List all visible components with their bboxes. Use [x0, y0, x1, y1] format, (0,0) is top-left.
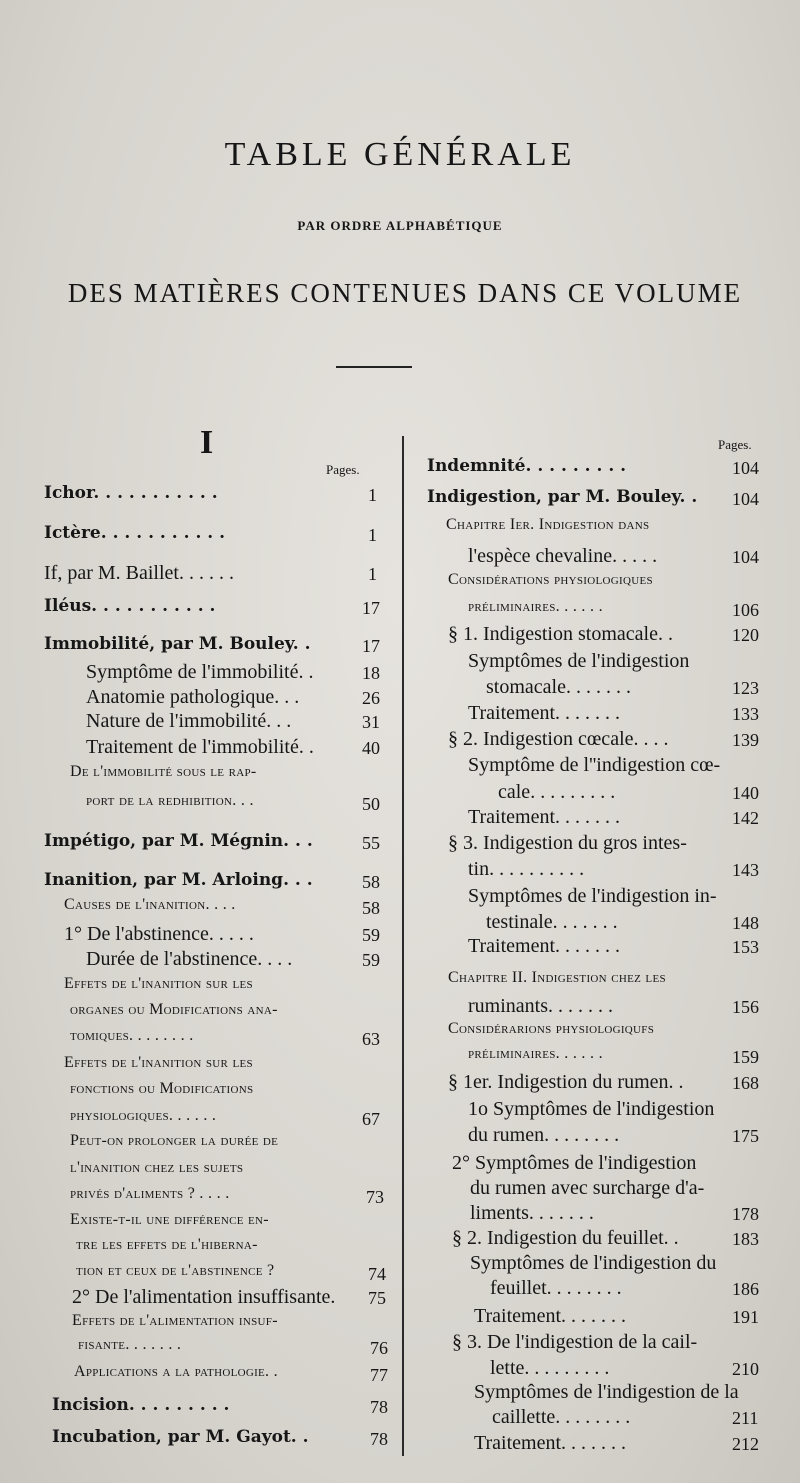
- index-entry: § 1er. Indigestion du rumen. .: [448, 1071, 684, 1093]
- index-entry: du rumen. . . . . . . .: [468, 1124, 620, 1146]
- page-number: 148: [732, 913, 759, 933]
- page-number: 78: [370, 1397, 388, 1417]
- page-number: 178: [732, 1204, 759, 1224]
- index-entry: liments. . . . . . .: [470, 1202, 594, 1224]
- column-divider: [402, 436, 404, 1456]
- index-entry: Symptômes de l'indigestion de la: [474, 1381, 739, 1403]
- page-number: 133: [732, 704, 759, 724]
- page-number: 67: [362, 1109, 380, 1129]
- index-entry: § 2. Indigestion du feuillet. .: [452, 1227, 679, 1249]
- index-entry: Symptômes de l'indigestion in-: [468, 885, 717, 907]
- page-number: 31: [362, 712, 380, 732]
- page-number: 77: [370, 1365, 388, 1385]
- index-entry: caillette. . . . . . . .: [492, 1406, 631, 1428]
- page-number: 156: [732, 997, 759, 1017]
- page-number: 104: [732, 458, 759, 478]
- page-number: 75: [368, 1288, 386, 1308]
- index-entry: préliminaires. . . . . .: [468, 598, 603, 615]
- index-entry: privés d'aliments ? . . . .: [70, 1185, 230, 1202]
- page-number: 140: [732, 783, 759, 803]
- page-number: 55: [362, 833, 380, 853]
- index-entry: Existe-t-il une différence en-: [70, 1211, 269, 1228]
- page-number: 73: [366, 1187, 384, 1207]
- index-entry: Effets de l'alimentation insuf-: [72, 1312, 278, 1329]
- index-entry: Chapitre II. Indigestion chez les: [448, 969, 666, 986]
- page-number: 58: [362, 898, 380, 918]
- page-number: 18: [362, 663, 380, 683]
- index-entry: Incision. . . . . . . . .: [52, 1395, 230, 1415]
- page-number: 76: [370, 1338, 388, 1358]
- page-subtitle: PAR ORDRE ALPHABÉTIQUE: [297, 218, 503, 233]
- index-entry: lette. . . . . . . . .: [490, 1357, 610, 1379]
- index-entry: Iléus. . . . . . . . . . .: [44, 596, 216, 616]
- index-entry: § 1. Indigestion stomacale. .: [448, 623, 673, 645]
- page-number: 212: [732, 1434, 759, 1454]
- index-entry: § 2. Indigestion cœcale. . . .: [448, 728, 669, 750]
- index-entry: Considérarions physiologiqufs: [448, 1020, 655, 1037]
- page-number: 26: [362, 688, 380, 708]
- page-number: 63: [362, 1029, 380, 1049]
- index-entry: Traitement. . . . . . .: [474, 1305, 627, 1327]
- page-number: 17: [362, 598, 380, 618]
- index-entry: physiologiques. . . . . .: [70, 1107, 217, 1124]
- title-rule: [336, 366, 412, 368]
- page-number: 210: [732, 1359, 759, 1379]
- page-number: 175: [732, 1126, 759, 1146]
- index-entry: Nature de l'immobilité. . .: [86, 710, 292, 732]
- index-entry: testinale. . . . . . .: [486, 911, 618, 933]
- pages-label-left: Pages.: [326, 462, 360, 477]
- index-entry: If, par M. Baillet. . . . . .: [44, 562, 234, 584]
- page-number: 139: [732, 730, 759, 750]
- index-entry: fisante. . . . . . .: [78, 1336, 182, 1353]
- page-number: 143: [732, 860, 759, 880]
- index-entry: Causes de l'inanition. . . .: [64, 896, 236, 913]
- index-entry: Traitement de l'immobilité. .: [86, 736, 314, 758]
- page-number: 106: [732, 600, 759, 620]
- index-entry: Ictère. . . . . . . . . . .: [44, 523, 226, 543]
- index-entry: Indemnité. . . . . . . . .: [427, 456, 627, 476]
- index-entry: l'espèce chevaline. . . . .: [468, 545, 658, 567]
- index-entry: Traitement. . . . . . .: [468, 935, 621, 957]
- index-entry: tin. . . . . . . . . .: [468, 858, 585, 880]
- pages-label-right: Pages.: [718, 437, 752, 452]
- page-number: 74: [368, 1264, 386, 1284]
- page-number: 59: [362, 950, 380, 970]
- page-number: 104: [732, 489, 759, 509]
- page-number: 40: [362, 738, 380, 758]
- section-letter: I: [200, 424, 214, 461]
- page-number: 59: [362, 925, 380, 945]
- page-number: 1: [368, 485, 377, 505]
- index-entry: Traitement. . . . . . .: [468, 806, 621, 828]
- index-entry: Peut-on prolonger la durée de: [70, 1132, 279, 1149]
- index-entry: § 3. Indigestion du gros intes-: [448, 832, 687, 854]
- page-number: 159: [732, 1047, 759, 1067]
- index-entry: tion et ceux de l'abstinence ?: [76, 1262, 275, 1279]
- index-entry: préliminaires. . . . . .: [468, 1045, 603, 1062]
- index-entry: 2° De l'alimentation insuffisante.: [72, 1286, 336, 1308]
- page-title-line2: DES MATIÈRES CONTENUES DANS CE VOLUME: [67, 278, 743, 308]
- page-number: 58: [362, 872, 380, 892]
- index-entry: Considérations physiologiques: [448, 571, 653, 588]
- index-entry: ruminants. . . . . . .: [468, 995, 613, 1017]
- index-entry: Ichor. . . . . . . . . . .: [44, 483, 218, 503]
- index-entry: Symptômes de l'indigestion du: [470, 1252, 717, 1274]
- index-entry: port de la redhibition. . .: [86, 792, 254, 809]
- index-entry: Symptôme de l'immobilité. .: [86, 661, 314, 683]
- index-entry: Immobilité, par M. Bouley. .: [44, 634, 311, 654]
- page-number: 1: [368, 564, 377, 584]
- index-entry: Impétigo, par M. Mégnin. . .: [44, 831, 313, 851]
- page-number: 142: [732, 808, 759, 828]
- page-number: 17: [362, 636, 380, 656]
- index-entry: § 3. De l'indigestion de la cail-: [452, 1331, 698, 1353]
- index-entry: l'inanition chez les sujets: [70, 1159, 244, 1176]
- index-entry: Traitement. . . . . . .: [468, 702, 621, 724]
- index-entry: Incubation, par M. Gayot. .: [52, 1427, 309, 1447]
- index-entry: Traitement. . . . . . .: [474, 1432, 627, 1454]
- index-entry: Effets de l'inanition sur les: [64, 1054, 253, 1071]
- page-number: 78: [370, 1429, 388, 1449]
- index-entry: fonctions ou Modifications: [70, 1080, 254, 1097]
- index-entry: tre les effets de l'hiberna-: [76, 1236, 258, 1253]
- index-entry: Symptômes de l'indigestion: [468, 650, 690, 672]
- index-entry: 2° Symptômes de l'indigestion: [452, 1152, 697, 1174]
- page-number: 1: [368, 525, 377, 545]
- page-number: 104: [732, 547, 759, 567]
- page-number: 168: [732, 1073, 759, 1093]
- page-number: 120: [732, 625, 759, 645]
- index-entry: Anatomie pathologique. . .: [86, 686, 300, 708]
- page-number: 153: [732, 937, 759, 957]
- index-entry: du rumen avec surcharge d'a-: [470, 1177, 705, 1199]
- index-entry: Effets de l'inanition sur les: [64, 975, 253, 992]
- index-entry: Applications a la pathologie. .: [74, 1363, 278, 1380]
- page-number: 183: [732, 1229, 759, 1249]
- index-entry: feuillet. . . . . . . .: [490, 1277, 622, 1299]
- page-number: 50: [362, 794, 380, 814]
- page-number: 191: [732, 1307, 759, 1327]
- index-entry: Indigestion, par M. Bouley. .: [427, 487, 698, 507]
- index-entry: tomiques. . . . . . . .: [70, 1027, 194, 1044]
- index-entry: stomacale. . . . . . .: [486, 676, 631, 698]
- index-entry: Inanition, par M. Arloing. . .: [44, 870, 313, 890]
- index-entry: 1o Symptômes de l'indigestion: [468, 1098, 715, 1120]
- index-entry: De l'immobilité sous le rap-: [70, 763, 257, 780]
- index-entry: Durée de l'abstinence. . . .: [86, 948, 293, 970]
- page-number: 186: [732, 1279, 759, 1299]
- page-title: TABLE GÉNÉRALE: [224, 136, 576, 173]
- index-entry: organes ou Modifications ana-: [70, 1001, 278, 1018]
- page-number: 123: [732, 678, 759, 698]
- index-entry: cale. . . . . . . . .: [498, 781, 616, 803]
- index-entry: Symptôme de l''indigestion cœ-: [468, 754, 721, 776]
- page-number: 211: [732, 1408, 759, 1428]
- index-entry: Chapitre Ier. Indigestion dans: [446, 516, 650, 533]
- index-entry: 1° De l'abstinence. . . . .: [64, 923, 254, 945]
